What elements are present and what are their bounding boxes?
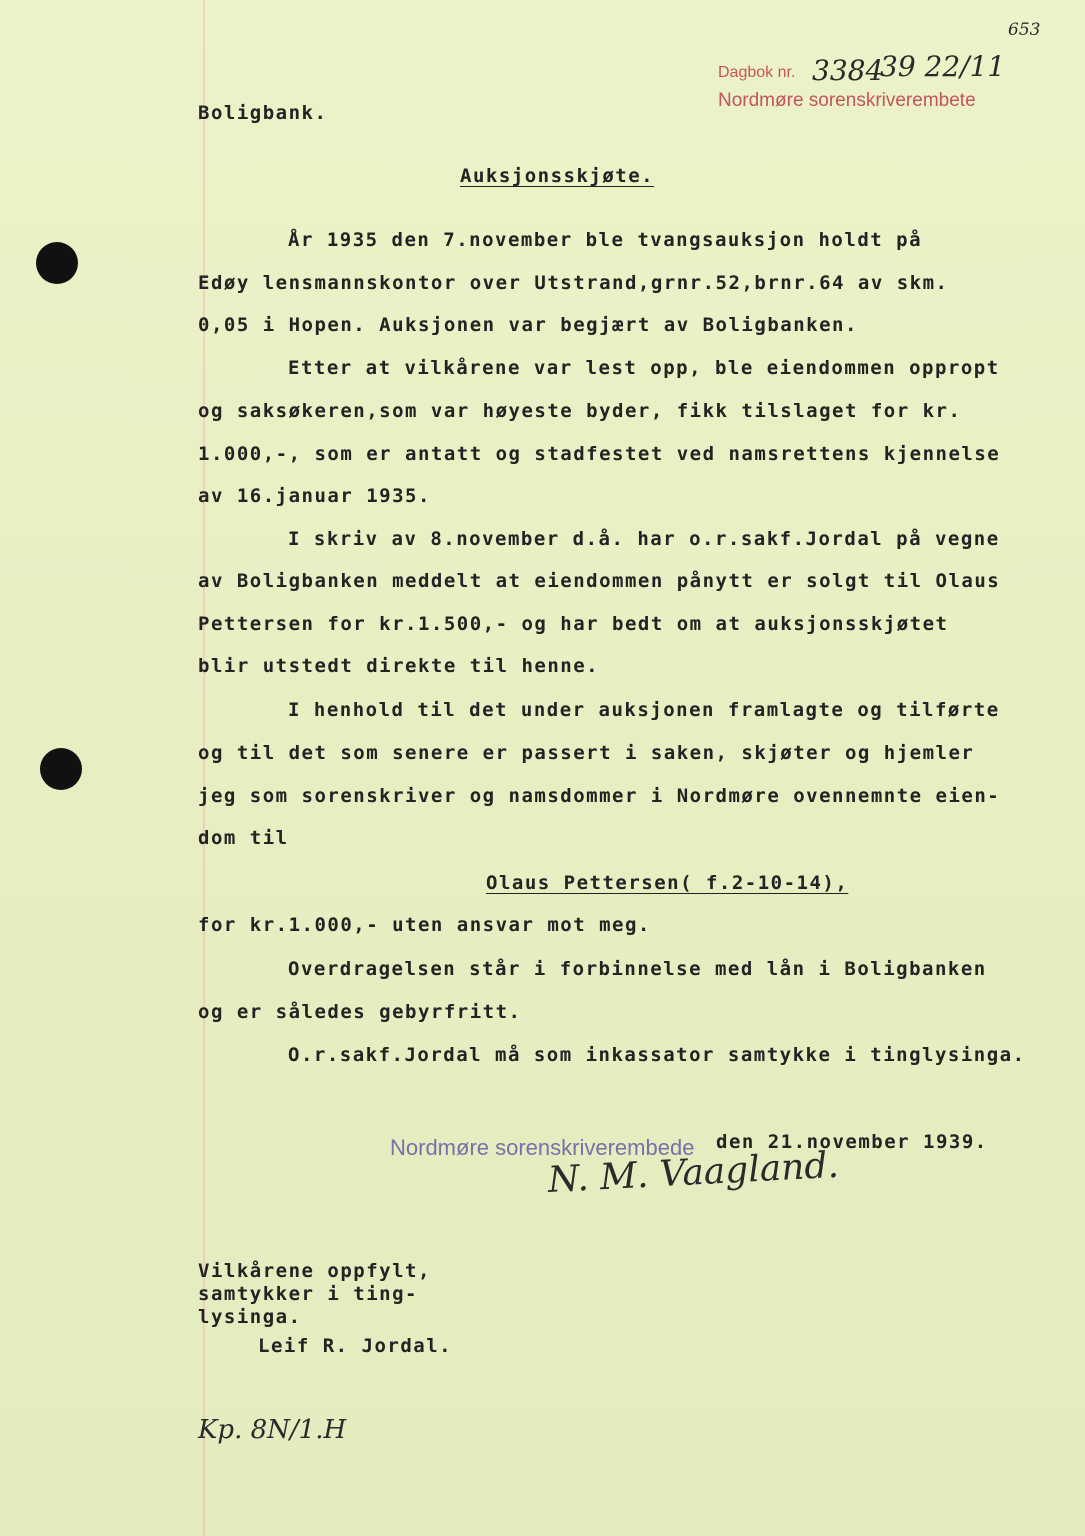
body-line: 0,05 i Hopen. Auksjonen var begjært av Boligbanken. — [198, 314, 858, 336]
signature-date: den 21.november 1939. — [716, 1131, 988, 1153]
note-line: Vilkårene oppfylt, — [198, 1260, 431, 1282]
body-line: og saksøkeren,som var høyeste byder, fikk tilslaget for kr. — [198, 400, 962, 422]
note-line: samtykker i ting- — [198, 1283, 418, 1305]
body-line: O.r.sakf.Jordal må som inkassator samtykke i tinglysinga. — [288, 1044, 1026, 1066]
body-line: og til det som senere er passert i saken, skjøter og hjemler — [198, 742, 975, 764]
buyer-name: Olaus Pettersen( f.2-10-14), — [486, 872, 849, 894]
body-line: I henhold til det under auksjonen framlagte og tilførte — [288, 699, 1000, 721]
body-line: jeg som sorenskriver og namsdommer i Nordmøre ovennemnte eien- — [198, 785, 1001, 807]
body-line: År 1935 den 7.november ble tvangsauksjon holdt på — [288, 229, 923, 251]
body-line: for kr.1.000,- uten ansvar mot meg. — [198, 914, 651, 936]
document-heading: Auksjonsskjøte. — [460, 165, 655, 187]
body-line: og er således gebyrfritt. — [198, 1001, 522, 1023]
body-line: Overdragelsen står i forbinnelse med lån i Boligbanken — [288, 958, 987, 980]
signature-stamp: Nordmøre sorenskriverembede — [390, 1135, 695, 1160]
note-line: lysinga. — [198, 1306, 302, 1328]
body-line: Edøy lensmannskontor over Utstrand,grnr.52,brnr.64 av skm. — [198, 272, 949, 294]
body-line: 1.000,-, som er antatt og stadfestet ved namsrettens kjennelse — [198, 443, 1001, 465]
footer-handwritten-note: Kp. 8N/1.H — [198, 1415, 347, 1445]
dagbok-number: 3384 — [812, 54, 884, 87]
handwritten-signature: N. M. Vaagland. — [546, 1144, 840, 1201]
dagbok-date: 39 22/11 — [880, 50, 1006, 83]
body-line: Pettersen for kr.1.500,- og har bedt om at auksjonsskjøtet — [198, 613, 949, 635]
page-number: 653 — [1008, 20, 1041, 40]
office-stamp: Nordmøre sorenskriverembete — [718, 90, 976, 111]
body-line: dom til — [198, 827, 289, 849]
punch-hole — [36, 242, 78, 284]
punch-hole — [40, 748, 82, 790]
body-line: av Boligbanken meddelt at eiendommen pånytt er solgt til Olaus — [198, 570, 1001, 592]
dagbok-label: Dagbok nr. — [718, 64, 796, 81]
body-line: av 16.januar 1935. — [198, 485, 431, 507]
body-line: Etter at vilkårene var lest opp, ble eiendommen oppropt — [288, 357, 1000, 379]
note-signer: Leif R. Jordal. — [258, 1335, 453, 1357]
body-line: I skriv av 8.november d.å. har o.r.sakf.Jordal på vegne — [288, 528, 1000, 550]
body-line: blir utstedt direkte til henne. — [198, 655, 600, 677]
recipient: Boligbank. — [198, 102, 328, 124]
